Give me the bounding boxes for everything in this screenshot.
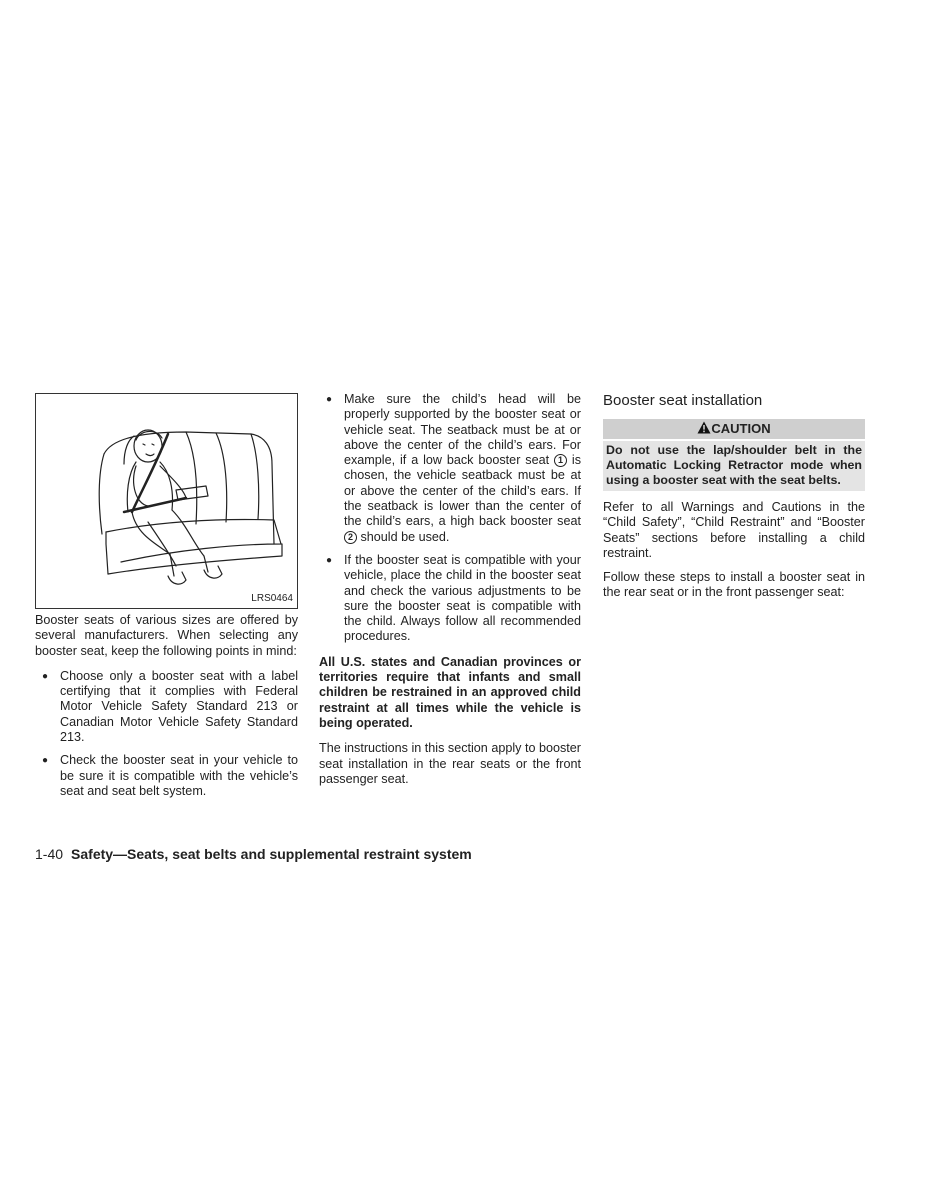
list-item: ● Choose only a booster seat with a label certifying that it complies with Federal Motor Vehicle Safety Standard 213 or Canadian Motor Vehicle Safety Standard 213.: [35, 669, 298, 745]
booster-seat-illustration: [35, 393, 298, 609]
refer-paragraph: Refer to all Warnings and Cautions in the “Child Safety”, “Child Restraint” and “Booster Seats” sections before installing a child restraint.: [603, 500, 865, 560]
middle-column: [319, 392, 581, 787]
figure-code: LRS0464: [251, 592, 293, 604]
caution-title: CAUTION: [711, 421, 771, 436]
bullet-text: should be used.: [360, 529, 450, 544]
page-number: 1-40: [35, 846, 64, 862]
list-item: [319, 392, 581, 545]
bullet-text: is chosen, the vehicle seatback must be at or above the center of the child’s ears. If the seatback is lower than the center of the child’s ears, a high back booster seat: [344, 453, 582, 529]
selection-bullet-list: [35, 669, 298, 799]
chapter-title: Safety—Seats, seat belts and supplemental restraint system: [71, 846, 472, 862]
callout-number-1: 1: [554, 454, 567, 467]
caution-header: [603, 419, 865, 439]
list-item: ● Check the booster seat in your vehicle to be sure it is compatible with the vehicle’s seat and seat belt system.: [35, 753, 298, 799]
warning-triangle-icon: [697, 421, 711, 434]
caution-box: [603, 419, 865, 491]
steps-intro-paragraph: Follow these steps to install a booster seat in the rear seat or in the front passenger seat:: [603, 570, 865, 600]
bullet-text: Make sure the child’s head will be properly supported by the booster seat or vehicle seat. The seatback must be at or above the center of the child’s ears. For example, if a low back booster seat: [344, 392, 581, 468]
left-column: [35, 393, 298, 799]
section-heading: Booster seat installation: [603, 392, 763, 409]
callout-number-2: 2: [344, 531, 357, 544]
right-column: [603, 392, 865, 601]
legal-requirement-paragraph: All U.S. states and Canadian provinces or territories require that infants and small children be restrained in an approved child restraint at all times while the vehicle is being operated.: [319, 654, 581, 730]
page-footer: [35, 846, 472, 862]
intro-paragraph: Booster seats of various sizes are offered by several manufacturers. When selecting any booster seat, keep the following points in mind:: [35, 613, 298, 658]
caution-text: Do not use the lap/shoulder belt in the Automatic Locking Retractor mode when using a booster seat with the seat belts.: [603, 441, 865, 491]
scope-paragraph: The instructions in this section apply to booster seat installation in the rear seats or the front passenger seat.: [319, 741, 581, 786]
child-in-booster-seat-drawing: [36, 394, 297, 608]
fit-bullet-list: [319, 392, 581, 645]
list-item: ● If the booster seat is compatible with your vehicle, place the child in the booster seat and check the various adjustments to be sure the booster seat is compatible with the child. Always follow all recommended procedures.: [319, 553, 581, 645]
